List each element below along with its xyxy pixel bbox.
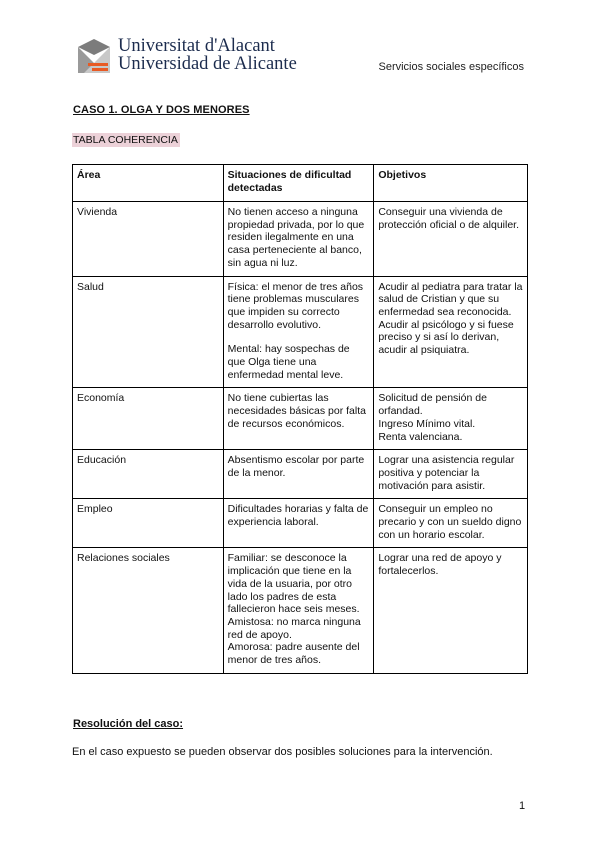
cell-line: Física: el menor de tres años tiene problemas musculares que impiden su correcto desarrollo evolutivo. bbox=[227, 280, 364, 331]
cell-line: Mental: hay sospechas de que Olga tiene una enfermedad mental leve. bbox=[227, 343, 350, 381]
header-objetivos: Objetivos bbox=[374, 165, 528, 202]
cell-objetivos bbox=[374, 388, 528, 450]
case-title: CASO 1. OLGA Y DOS MENORES bbox=[73, 104, 250, 116]
cell-line: Acudir al psicólogo y si fuese preciso y si así lo derivan, acudir al psiquiatra. bbox=[378, 318, 514, 357]
cell-line: No tiene cubiertas las necesidades básicas por falta de recursos económicos. bbox=[227, 392, 366, 430]
cell-line: Lograr una red de apoyo y fortalecerlos. bbox=[378, 552, 502, 578]
cell-objetivos bbox=[374, 202, 528, 277]
university-emblem-icon bbox=[74, 37, 114, 75]
cell-situacion bbox=[223, 276, 374, 388]
table-row bbox=[73, 202, 528, 277]
header-service: Servicios sociales específicos bbox=[378, 61, 524, 73]
cell-situacion bbox=[223, 388, 374, 450]
page-number: 1 bbox=[519, 800, 526, 812]
cell-area: Relaciones sociales bbox=[73, 548, 224, 673]
university-name-es: Universidad de Alicante bbox=[118, 54, 297, 74]
cell-objetivos bbox=[374, 499, 528, 548]
header-area: Área bbox=[73, 165, 224, 202]
table-header-row bbox=[73, 165, 528, 202]
table-row bbox=[73, 388, 528, 450]
table-row bbox=[73, 276, 528, 388]
cell-objetivos bbox=[374, 276, 528, 388]
cell-line: Familiar: se desconoce la implicación que tiene en la vida de la usuaria, por otro lado los padres de esta fallecieron hace seis meses. bbox=[227, 552, 360, 616]
cell-line: Solicitud de pensión de orfandad. bbox=[378, 392, 487, 418]
cell-line: Absentismo escolar por parte de la menor. bbox=[227, 454, 365, 479]
cell-situacion bbox=[223, 548, 374, 673]
cell-situacion bbox=[223, 202, 374, 277]
cell-area: Educación bbox=[73, 450, 224, 499]
cell-line: No tienen acceso a ninguna propiedad privada, por lo que residen ilegalmente en una casa perteneciente al banco, sin agua ni luz. bbox=[227, 206, 365, 269]
university-name-ca: Universitat d'Alacant bbox=[118, 36, 275, 56]
cell-spacer bbox=[228, 331, 370, 343]
cell-situacion bbox=[223, 450, 374, 499]
cell-line: Lograr una asistencia regular positiva y potenciar la motivación para asistir. bbox=[378, 454, 515, 492]
cell-line: Conseguir un empleo no precario y con un sueldo digno con un horario escolar. bbox=[378, 503, 522, 541]
resolution-text: En el caso expuesto se pueden observar dos posibles soluciones para la intervención. bbox=[72, 746, 493, 758]
cell-line: Acudir al pediatra para tratar la salud de Cristian y que su enfermedad sea reconocida. bbox=[378, 280, 523, 318]
cell-situacion bbox=[223, 499, 374, 548]
cell-line: Renta valenciana. bbox=[378, 430, 463, 443]
cell-objetivos bbox=[374, 548, 528, 673]
cell-area: Salud bbox=[73, 276, 224, 388]
cell-line: Amorosa: padre ausente del menor de tres años. bbox=[227, 641, 360, 667]
header-situaciones: Situaciones de dificultad detectadas bbox=[223, 165, 374, 202]
table-row bbox=[73, 548, 528, 673]
table-row bbox=[73, 450, 528, 499]
cell-line: Ingreso Mínimo vital. bbox=[378, 417, 476, 430]
cell-line: Amistosa: no marca ninguna red de apoyo. bbox=[227, 615, 361, 641]
university-logo bbox=[74, 36, 297, 75]
cell-area: Economía bbox=[73, 388, 224, 450]
cell-area: Vivienda bbox=[73, 202, 224, 277]
table-row bbox=[73, 499, 528, 548]
cell-objetivos bbox=[374, 450, 528, 499]
table-label: TABLA COHERENCIA bbox=[73, 134, 178, 146]
cell-line: Dificultades horarias y falta de experiencia laboral. bbox=[227, 503, 369, 529]
coherence-table bbox=[72, 164, 528, 674]
cell-line: Conseguir una vivienda de protección oficial o de alquiler. bbox=[378, 206, 519, 231]
resolution-title: Resolución del caso: bbox=[73, 718, 184, 730]
cell-area: Empleo bbox=[73, 499, 224, 548]
